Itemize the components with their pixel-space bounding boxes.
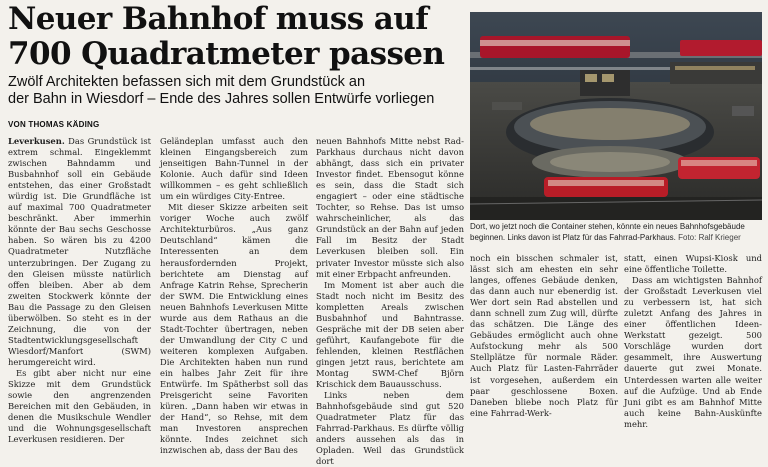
subhead-line-1: Zwölf Architekten befassen sich mit dem Grundstück an	[8, 74, 366, 90]
paragraph: Dass am wichtigsten Bahnhof der Großstadt Leverkusen viel zu verbessern ist, hat sich zuletzt Anfang des Jahres in einer öffentlichen Ideen-Werkstatt gezeigt. 500 Vorschläge wurden dort gesammelt, ihre Auswertung dauerte gut zwei Monate. Unterdessen warten alle weiter auf die Aufzüge. Und ab Ende Juni gibt es am Bahnhof Mitte auch keine Bahn-Auskünfte mehr.	[624, 275, 762, 429]
column-4	[470, 253, 618, 419]
paragraph: Mit dieser Skizze arbeiten seit voriger Woche auch zwölf Architekturbüros. „Aus ganz Deutschland“ kämen die Interessenten an dem herausfordernden Projekt, berichtete am Dienstag auf Anfrage Katrin Rehse, Sprecherin der SWM. Die Entwicklung eines neuen Bahnhofs Leverkusen Mitte wurde aus dem Rathaus an die Stadt-Tochter übertragen, neben der Umwandlung der City C und weiteren komplexen Aufgaben. Die Architekten haben nun rund ein halbes Jahr Zeit für ihre Entwürfe. Im Spätherbst soll das Preisgericht seine Favoriten küren. „Dann haben wir etwas in der Hand“, so Rehse, mit dem man Investoren ansprechen könnte. Indes zeichnet sich inzwischen ab, dass der Bau des	[160, 202, 308, 456]
paragraph-text: Das Grundstück ist extrem schmal. Eingeklemmt zwischen Bahndamm und Busbahnhof soll ein Gebäude entstehen, das einer Großstadt würdig ist. Die Grundfläche ist auf maximal 700 Quadratmeter beschränkt. Aber immerhin könnte der Bau sechs Geschosse haben. So wären bis zu 4200 Quadratmeter Nutzfläche unterzubringen. Der Zugang zu den Gleisen müsste natürlich offen bleiben. Aber ab dem zweiten Stockwerk könnte der Bau die Passage zu den Gleisen überwölben. So steht es in der Zeichnung, die von der Stadtentwicklungsgesellschaft Wiesdorf/Manfort (SWM) herumgereicht wird.	[8, 136, 151, 367]
column-5	[624, 253, 762, 430]
headline-line-1: Neuer Bahnhof muss auf	[8, 1, 428, 37]
lead-location: Leverkusen.	[8, 136, 65, 146]
column-1	[8, 136, 151, 445]
paragraph	[8, 136, 151, 368]
column-2	[160, 136, 308, 456]
headline	[8, 2, 463, 72]
paragraph: Im Moment ist aber auch die Stadt noch nicht im Besitz des kompletten Areals zwischen Busbahnhof und Bahntrasse. Gespräche mit der DB seien aber geführt, Kaufangebote für die fehlenden, kleinen Restflächen gingen jetzt raus, berichtete am Montag SWM-Chef Björn Krischick dem Bauausschuss.	[316, 279, 464, 390]
column-3	[316, 136, 464, 467]
paragraph: Geländeplan umfasst auch den kleinen Eingangsbereich zum jenseitigen Bahn-Tunnel in der Kolonie. Auch dafür sind Ideen willkommen – es geht schließlich um ein würdiges City-Entree.	[160, 136, 308, 202]
photo-credit: Foto: Ralf Krieger	[678, 232, 741, 242]
paragraph: statt, einen Wupsi-Kiosk und eine öffentliche Toilette.	[624, 253, 762, 275]
subhead-line-2: der Bahn in Wiesdorf – Ende des Jahres sollen Entwürfe vorliegen	[8, 91, 435, 107]
byline: VON THOMAS KÄDING	[8, 120, 100, 129]
headline-line-2: 700 Quadratmeter passen	[8, 36, 445, 72]
paragraph: Es gibt aber nicht nur eine Skizze mit dem Grundstück sowie den angrenzenden Bereichen mit den Gebäuden, in denen die Musikschule Wendler und die Wohnungsgesellschaft Leverkusen residieren. Der	[8, 367, 151, 445]
station-photo	[470, 12, 762, 220]
subheadline	[8, 74, 468, 108]
paragraph: noch ein bisschen schmaler ist, lässt sich am ehesten ein sehr langes, offenes Gebäude denken, das dann auch nur ebenerdig ist. Wer dort sein Rad abstellen und dann schnell zum Zug will, dürfte das schätzen. Die Länge des Gebäudes ermöglicht auch ohne Aufstockung mehr als 500 Stellplätze für normale Räder. Auch Platz für Lasten-Fahrräder ist vorgesehen, außerdem ein paar geschlossene Boxen. Daneben bliebe noch Platz für eine Fahrrad-Werk-	[470, 253, 618, 418]
caption-text: Dort, wo jetzt noch die Container stehen, könnte ein neues Bahnhofsgebäude beginnen. Links davon ist Platz für das Fahrrad-Parkhaus.	[470, 222, 745, 242]
paragraph: Links neben dem Bahnhofsgebäude sind gut 520 Quadratmeter Platz für das Fahrrad-Parkhaus. Es dürfte völlig anders aussehen als das in Opladen. Weil das Grundstück dort	[316, 390, 464, 467]
photo-caption	[470, 222, 762, 243]
paragraph: neuen Bahnhofs Mitte nebst Rad-Parkhaus durchaus nicht davon abhängt, dass sich ein privater Investor findet. Ebensogut könne es sein, dass die Stadt sich engagiert – oder eine städtische Tochter, so Rehse. Das ist umso wahrscheinlicher, als das Grundstück an der Bahn auf jeden Fall im Besitz der Stadt Leverkusen bleiben soll. Ein privater Investor müsste sich also mit einer Erbpacht anfreunden.	[316, 136, 464, 279]
